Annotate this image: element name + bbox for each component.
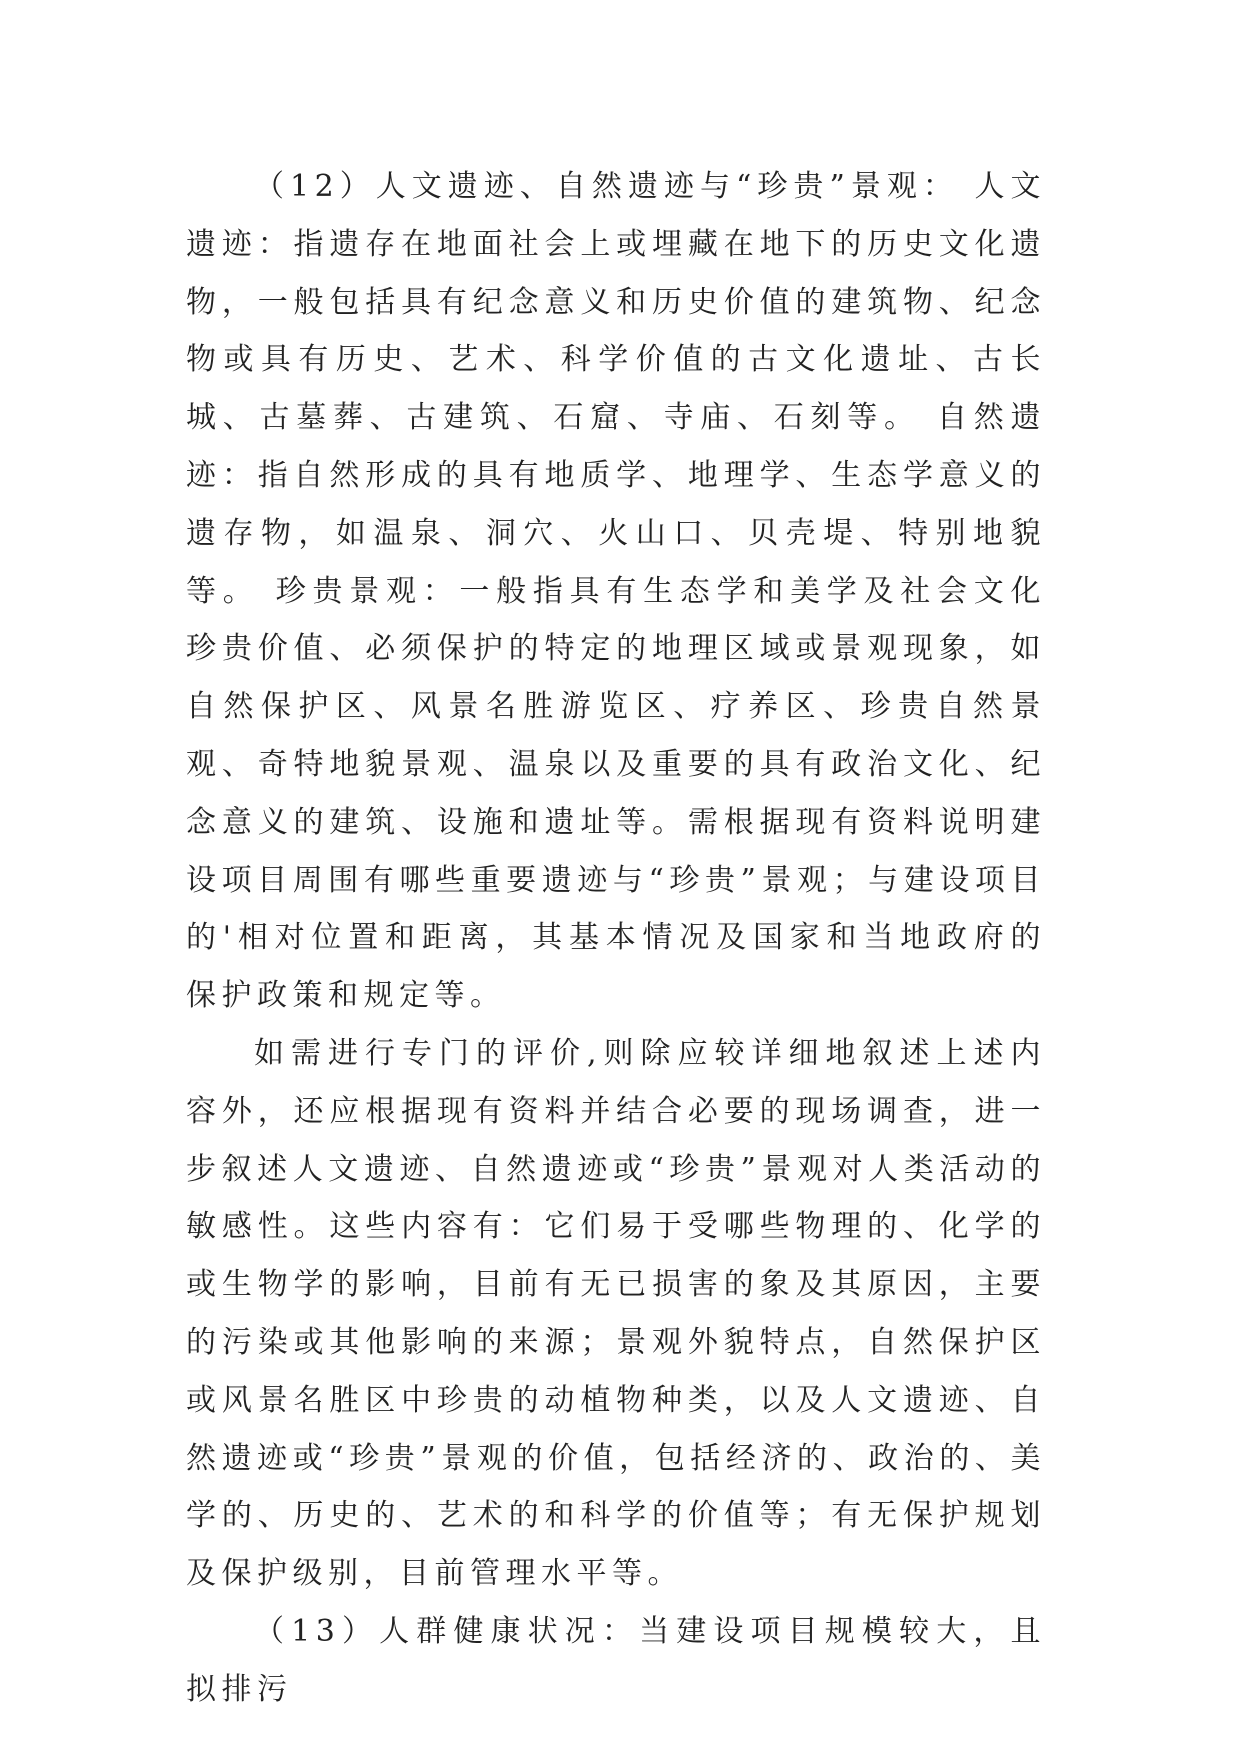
paragraph-special-evaluation: 如需进行专门的评价,则除应较详细地叙述上述内容外，还应根据现有资料并结合必要的现场调查，进一步叙述人文遗迹、自然遗迹或“珍贵”景观对人类活动的敏感性。这些内容有：它们易于受哪些物理的、化学的或生物学的影响，目前有无已损害的象及其原因，主要的污染或其他影响的来源；景观外貌特点，自然保护区或风景名胜区中珍贵的动植物种类，以及人文遗迹、自然遗迹或“珍贵”景观的价值，包括经济的、政治的、美学的、历史的、艺术的和科学的价值等；有无保护规划及保护级别，目前管理水平等。: [186, 1035, 1046, 1592]
paragraph-population-health: （13）人群健康状况：当建设项目规模较大，且拟排污: [186, 1613, 1046, 1707]
paragraph-heritage-landscape: （12）人文遗迹、自然遗迹与“珍贵”景观： 人文遗迹：指遗存在地面社会上或埋藏在地下的历史文化遗物，一般包括具有纪念意义和历史价值的建筑物、纪念物或具有历史、艺术、科学价值的古文化遗址、古长城、古墓葬、古建筑、石窟、寺庙、石刻等。 自然遗迹：指自然形成的具有地质学、地理学、生态学意义的遗存物，如温泉、洞穴、火山口、贝壳堤、特别地貌等。 珍贵景观：一般指具有生态学和美学及社会文化珍贵价值、必须保护的特定的地理区域或景观现象，如自然保护区、风景名胜游览区、疗养区、珍贵自然景观、奇特地貌景观、温泉以及重要的具有政治文化、纪念意义的建筑、设施和遗址等。需根据现有资料说明建设项目周围有哪些重要遗迹与“珍贵”景观；与建设项目的'相对位置和距离，其基本情况及国家和当地政府的保护政策和规定等。: [186, 169, 1046, 1014]
document-body: [186, 158, 1046, 1719]
